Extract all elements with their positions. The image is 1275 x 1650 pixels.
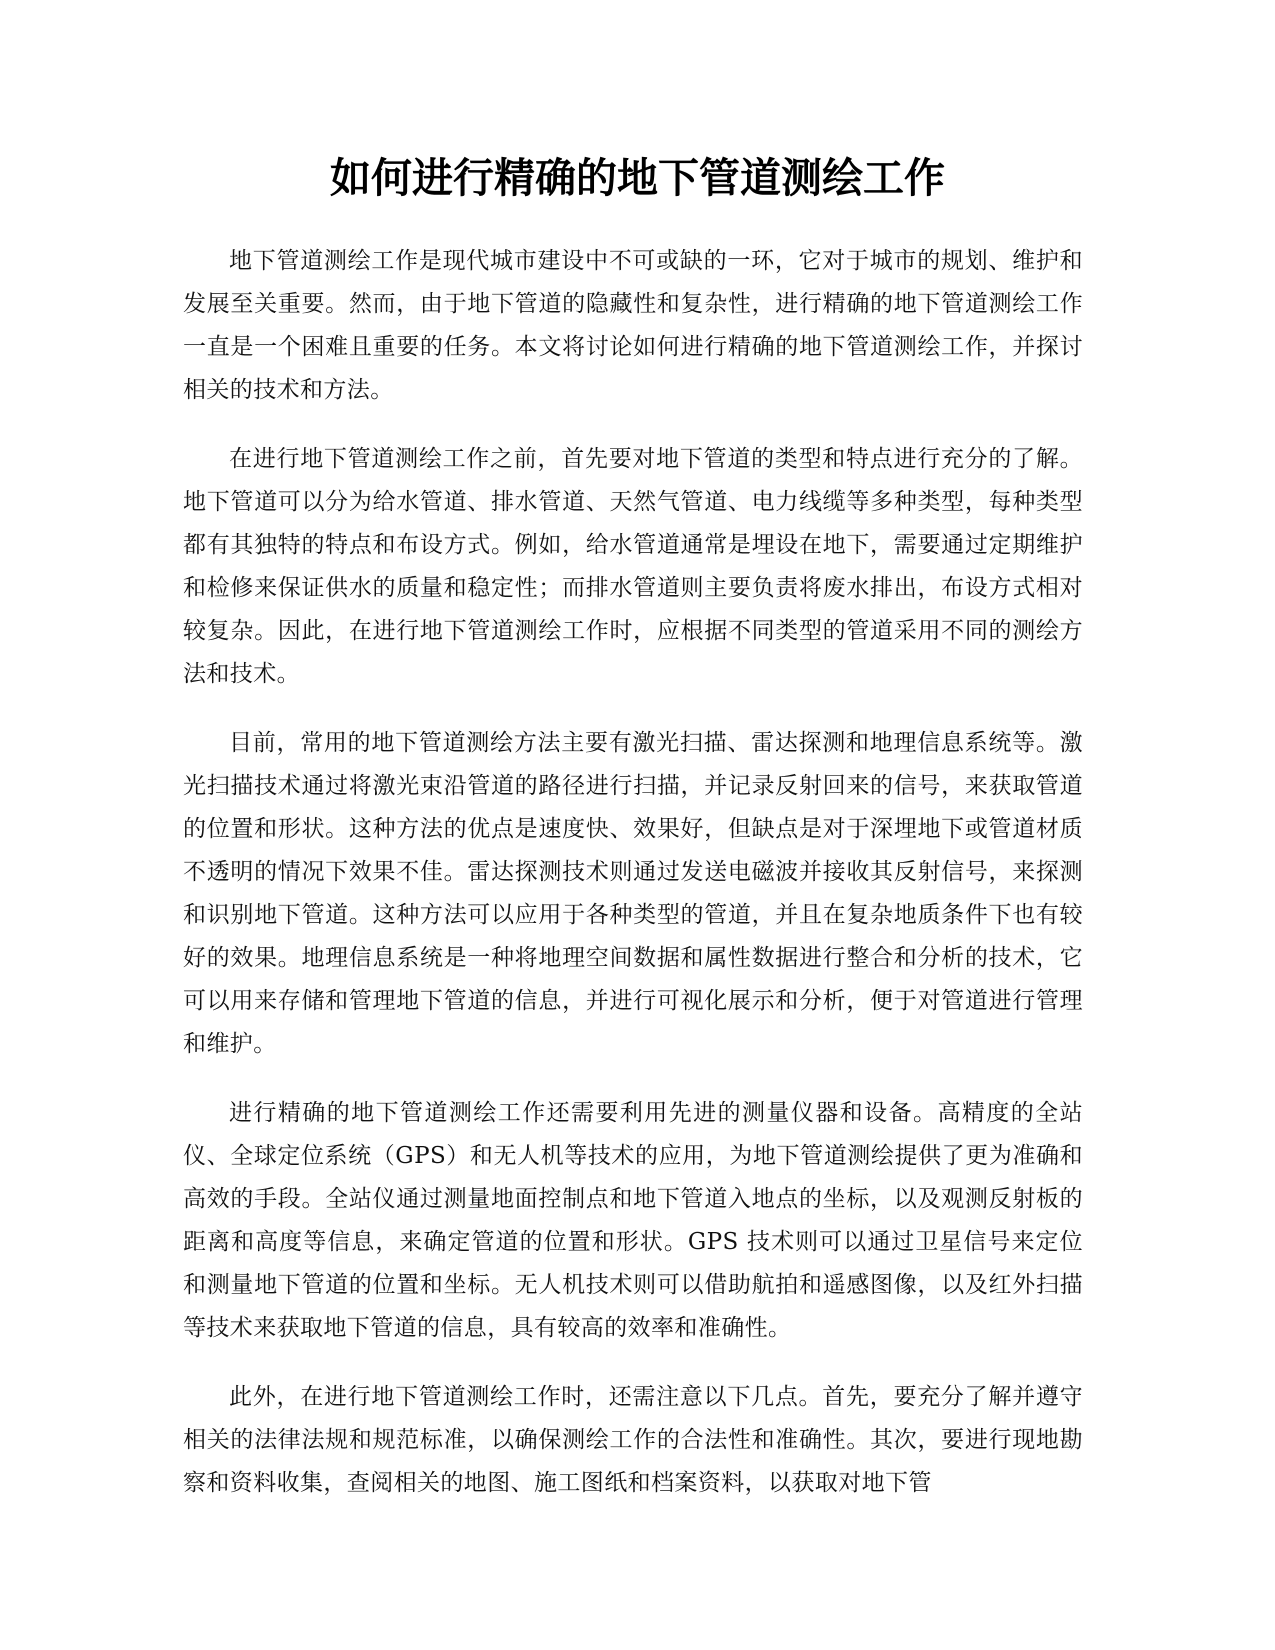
document-title: 如何进行精确的地下管道测绘工作 (330, 154, 945, 202)
document-body (183, 240, 1083, 1531)
paragraph-5: 此外，在进行地下管道测绘工作时，还需注意以下几点。首先，要充分了解并遵守相关的法律法规和规范标准，以确保测绘工作的合法性和准确性。其次，要进行现地勘察和资料收集，查阅相关的地图、施工图纸和档案资料，以获取对地下管 (183, 1384, 1083, 1496)
paragraph-3: 目前，常用的地下管道测绘方法主要有激光扫描、雷达探测和地理信息系统等。激光扫描技术通过将激光束沿管道的路径进行扫描，并记录反射回来的信号，来获取管道的位置和形状。这种方法的优点是速度快、效果好，但缺点是对于深埋地下或管道材质不透明的情况下效果不佳。雷达探测技术则通过发送电磁波并接收其反射信号，来探测和识别地下管道。这种方法可以应用于各种类型的管道，并且在复杂地质条件下也有较好的效果。地理信息系统是一种将地理空间数据和属性数据进行整合和分析的技术，它可以用来存储和管理地下管道的信息，并进行可视化展示和分析，便于对管道进行管理和维护。 (183, 730, 1083, 1057)
paragraph-2: 在进行地下管道测绘工作之前，首先要对地下管道的类型和特点进行充分的了解。地下管道可以分为给水管道、排水管道、天然气管道、电力线缆等多种类型，每种类型都有其独特的特点和布设方式。例如，给水管道通常是埋设在地下，需要通过定期维护和检修来保证供水的质量和稳定性；而排水管道则主要负责将废水排出，布设方式相对较复杂。因此，在进行地下管道测绘工作时，应根据不同类型的管道采用不同的测绘方法和技术。 (183, 446, 1083, 687)
paragraph-1: 地下管道测绘工作是现代城市建设中不可或缺的一环，它对于城市的规划、维护和发展至关重要。然而，由于地下管道的隐藏性和复杂性，进行精确的地下管道测绘工作一直是一个困难且重要的任务。本文将讨论如何进行精确的地下管道测绘工作，并探讨相关的技术和方法。 (183, 248, 1083, 403)
paragraph-4: 进行精确的地下管道测绘工作还需要利用先进的测量仪器和设备。高精度的全站仪、全球定位系统（GPS）和无人机等技术的应用，为地下管道测绘提供了更为准确和高效的手段。全站仪通过测量地面控制点和地下管道入地点的坐标，以及观测反射板的距离和高度等信息，来确定管道的位置和形状。GPS 技术则可以通过卫星信号来定位和测量地下管道的位置和坐标。无人机技术则可以借助航拍和遥感图像，以及红外扫描等技术来获取地下管道的信息，具有较高的效率和准确性。 (183, 1100, 1083, 1341)
